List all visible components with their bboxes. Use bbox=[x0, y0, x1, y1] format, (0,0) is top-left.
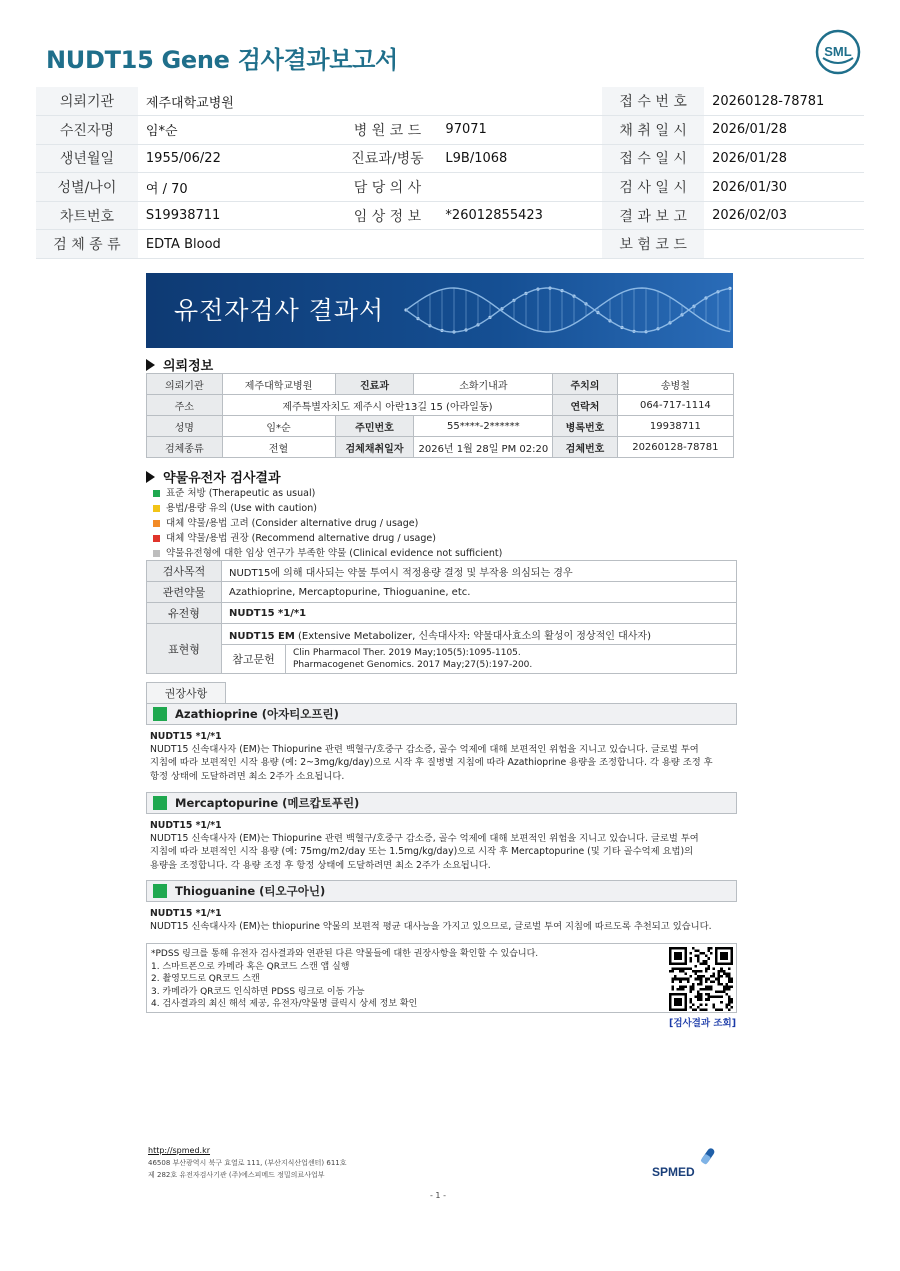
request-info-table: 의뢰기관 제주대학교병원 진료과 소화기내과 주치의 송병철 주소 제주특별자치도 제주시 아란13길 15 (아라일동) 연락처 064-717-1114 성명 임*순 주민번호 55****-2****** 병록번호 19938711 검체종류 전혈 검체채취일자 2026년 1월 28일 PM 02:20 검체번호 20260128-78781 bbox=[146, 373, 734, 458]
header-label: 접 수 일 시 bbox=[602, 144, 704, 173]
header-value: 여 / 70 bbox=[138, 173, 338, 202]
drug-text-line: 지침에 따라 보편적인 시작 용량 (예: 75mg/m2/day 또는 1.5mg/kg/day)으로 시작 후 Mercaptopurine (및 기타 골수억제 요법)의 bbox=[150, 846, 694, 858]
header-value bbox=[437, 173, 602, 202]
drug-recommendation bbox=[146, 703, 737, 783]
result-lookup-link[interactable]: [검사결과 조회] bbox=[669, 1018, 737, 1029]
header-row bbox=[36, 87, 864, 116]
phenotype-cell: NUDT15 EM (Extensive Metabolizer, 신속대사자: 약물대사효소의 활성이 정상적인 대사자) bbox=[222, 624, 737, 645]
pgx-heading: 약물유전자 검사결과 bbox=[146, 467, 281, 486]
header-value: 2026/02/03 bbox=[704, 201, 864, 230]
drug-description bbox=[146, 725, 737, 783]
header-label bbox=[337, 87, 437, 116]
header-label: 접 수 번 호 bbox=[602, 87, 704, 116]
status-green-icon bbox=[153, 707, 167, 721]
request-info-heading: 의뢰정보 bbox=[146, 355, 213, 374]
legend-label: 대체 약물/용법 권장 (Recommend alternative drug / usage) bbox=[166, 533, 436, 544]
drug-name: Azathioprine (아자티오프린) bbox=[175, 707, 339, 721]
legend-swatch bbox=[153, 535, 160, 542]
header-value: 2026/01/30 bbox=[704, 173, 864, 202]
svg-text:SML: SML bbox=[824, 44, 852, 59]
drug-header bbox=[146, 880, 737, 902]
drug-name: Mercaptopurine (메르캅토푸린) bbox=[175, 796, 360, 810]
header-value bbox=[437, 87, 602, 116]
header-value: 1955/06/22 bbox=[138, 144, 338, 173]
header-label: 보 험 코 드 bbox=[602, 230, 704, 259]
legend-item bbox=[153, 546, 502, 561]
header-value: 97071 bbox=[437, 116, 602, 145]
header-label: 검 사 일 시 bbox=[602, 173, 704, 202]
header-row bbox=[36, 173, 864, 202]
header-value: 20260128-78781 bbox=[704, 87, 864, 116]
header-value: *26012855423 bbox=[437, 201, 602, 230]
drug-recommendation bbox=[146, 792, 737, 872]
header-label: 임 상 정 보 bbox=[337, 201, 437, 230]
drug-description bbox=[146, 814, 737, 872]
legend-swatch bbox=[153, 550, 160, 557]
header-label: 병 원 코 드 bbox=[337, 116, 437, 145]
page-number: - 1 - bbox=[430, 1191, 446, 1200]
header-label: 담 당 의 사 bbox=[337, 173, 437, 202]
status-green-icon bbox=[153, 884, 167, 898]
legend-swatch bbox=[153, 520, 160, 527]
qr-code-icon[interactable] bbox=[669, 947, 733, 1011]
patient-header-table bbox=[36, 87, 864, 259]
header-label: 성별/나이 bbox=[36, 173, 138, 202]
header-value: L9B/1068 bbox=[437, 144, 602, 173]
banner-title: 유전자검사 결과서 bbox=[174, 296, 385, 325]
result-banner bbox=[146, 273, 733, 348]
header-value: S19938711 bbox=[138, 201, 338, 230]
legend-item bbox=[153, 531, 502, 546]
header-value: 2026/01/28 bbox=[704, 144, 864, 173]
pdss-line: 4. 검사결과의 최신 해석 제공, 유전자/약물명 클릭시 상세 정보 확인 bbox=[151, 999, 418, 1009]
header-label: 생년월일 bbox=[36, 144, 138, 173]
drug-text-line: 항정 상태에 도달하려면 최소 2주가 소요됩니다. bbox=[150, 770, 345, 782]
legend-swatch bbox=[153, 505, 160, 512]
page-title: NUDT15 Gene 검사결과보고서 bbox=[46, 46, 398, 74]
drug-text-line: NUDT15 신속대사자 (EM)는 Thiopurine 관련 백혈구/호중구 감소증, 골수 억제에 대해 보편적인 위험을 지니고 있습니다. 글로벌 투여 bbox=[150, 833, 699, 845]
pdss-line: 2. 촬영모드로 QR코드 스캔 bbox=[151, 974, 260, 984]
header-label: 검 체 종 류 bbox=[36, 230, 138, 259]
footer-url[interactable]: http://spmed.kr bbox=[148, 1146, 211, 1155]
header-row bbox=[36, 116, 864, 145]
references-cell: Clin Pharmacol Ther. 2019 May;105(5):1095-1105. Pharmacogenet Genomics. 2017 May;27(5):197-200. bbox=[286, 645, 737, 674]
header-value: 2026/01/28 bbox=[704, 116, 864, 145]
drug-genotype: NUDT15 *1/*1 bbox=[150, 731, 222, 742]
legend-swatch bbox=[153, 490, 160, 497]
drug-header bbox=[146, 703, 737, 725]
header-value: EDTA Blood bbox=[138, 230, 338, 259]
header-row bbox=[36, 144, 864, 173]
pdss-line: *PDSS 링크를 통해 유전자 검사결과와 연관된 다른 약물들에 대한 권장사항을 확인할 수 있습니다. bbox=[151, 949, 539, 959]
legend-label: 약물유전형에 대한 임상 연구가 부족한 약물 (Clinical evidence not sufficient) bbox=[166, 548, 503, 559]
drug-text-line: 용량을 조정합니다. 각 용량 조정 후 항정 상태에 도달하려면 최소 2주가 소요됩니다. bbox=[150, 859, 491, 871]
header-value bbox=[437, 230, 602, 259]
header-label: 결 과 보 고 bbox=[602, 201, 704, 230]
drug-text-line: NUDT15 신속대사자 (EM)는 thiopurine 약물의 보편적 평균 대사능을 가지고 있으므로, 글로벌 투여 지침에 따르도록 추천되고 있습니다. bbox=[150, 921, 712, 933]
drug-text-line: NUDT15 신속대사자 (EM)는 Thiopurine 관련 백혈구/호중구 감소증, 골수 억제에 대해 보편적인 위험을 지니고 있습니다. 글로벌 투여 bbox=[150, 744, 699, 756]
status-green-icon bbox=[153, 796, 167, 810]
drug-text-line: 지침에 따라 보편적인 시작 용량 (예: 2~3mg/kg/day)으로 시작 후 질병별 지침에 따라 Azathioprine 용량을 조정합니다. 각 용량 조정 후 bbox=[150, 757, 713, 769]
header-label: 채 취 일 시 bbox=[602, 116, 704, 145]
legend-label: 대체 약물/용법 고려 (Consider alternative drug / usage) bbox=[166, 518, 419, 529]
pdss-line: 1. 스마트폰으로 카메라 혹은 QR코드 스캔 앱 실행 bbox=[151, 961, 350, 972]
footer: http://spmed.kr 46508 부산광역시 북구 효열로 111, (부산지식산업센터) 611호 제 282호 유전자검사기관 (주)에스피메드 정밀의료사업부 bbox=[148, 1146, 347, 1179]
header-label: 의뢰기관 bbox=[36, 87, 138, 116]
drug-recommendation bbox=[146, 880, 737, 933]
drug-genotype: NUDT15 *1/*1 bbox=[150, 820, 222, 831]
pdss-instructions bbox=[151, 948, 538, 1011]
header-label: 수진자명 bbox=[36, 116, 138, 145]
header-label: 진료과/병동 bbox=[337, 144, 437, 173]
pdss-box bbox=[146, 943, 737, 1013]
drug-header bbox=[146, 792, 737, 814]
pdss-line: 3. 카메라가 QR코드 인식하면 PDSS 링크로 이동 가능 bbox=[151, 986, 365, 997]
legend-label: 표준 처방 (Therapeutic as usual) bbox=[166, 488, 316, 499]
header-row bbox=[36, 230, 864, 259]
header-label bbox=[337, 230, 437, 259]
drug-description bbox=[146, 902, 737, 933]
legend-item bbox=[153, 501, 502, 516]
header-row bbox=[36, 201, 864, 230]
legend-item bbox=[153, 516, 502, 531]
recommendation-tab: 권장사항 bbox=[146, 682, 226, 704]
pgx-legend bbox=[153, 486, 502, 561]
drug-name: Thioguanine (티오구아닌) bbox=[175, 884, 326, 898]
legend-item bbox=[153, 486, 502, 501]
spmed-logo bbox=[652, 1145, 732, 1185]
header-value: 임*순 bbox=[138, 116, 338, 145]
drug-genotype: NUDT15 *1/*1 bbox=[150, 908, 222, 919]
legend-label: 용법/용량 유의 (Use with caution) bbox=[166, 503, 317, 514]
pgx-result-table: 검사목적 NUDT15에 의해 대사되는 약물 투여시 적정용량 결정 및 부작용 의심되는 경우 관련약물 Azathioprine, Mercaptopurine, Thioguanine, etc. 유전형 NUDT15 *1/*1 표현형 NUDT15 EM (Extensive Metabolizer, 신속대사자: 약물대사효소의 활성이 정상적인 대사자) 참고문헌 Clin Pharmacol Ther. 2019 May;105(5):1095-1105. Pharmacogenet Genomics. 2017 May;27(5):197-200. bbox=[146, 560, 737, 674]
sml-logo bbox=[814, 28, 862, 76]
header-label: 차트번호 bbox=[36, 201, 138, 230]
header-value bbox=[704, 230, 864, 259]
header-value: 제주대학교병원 bbox=[138, 87, 338, 116]
svg-text:SPMED: SPMED bbox=[652, 1165, 695, 1179]
